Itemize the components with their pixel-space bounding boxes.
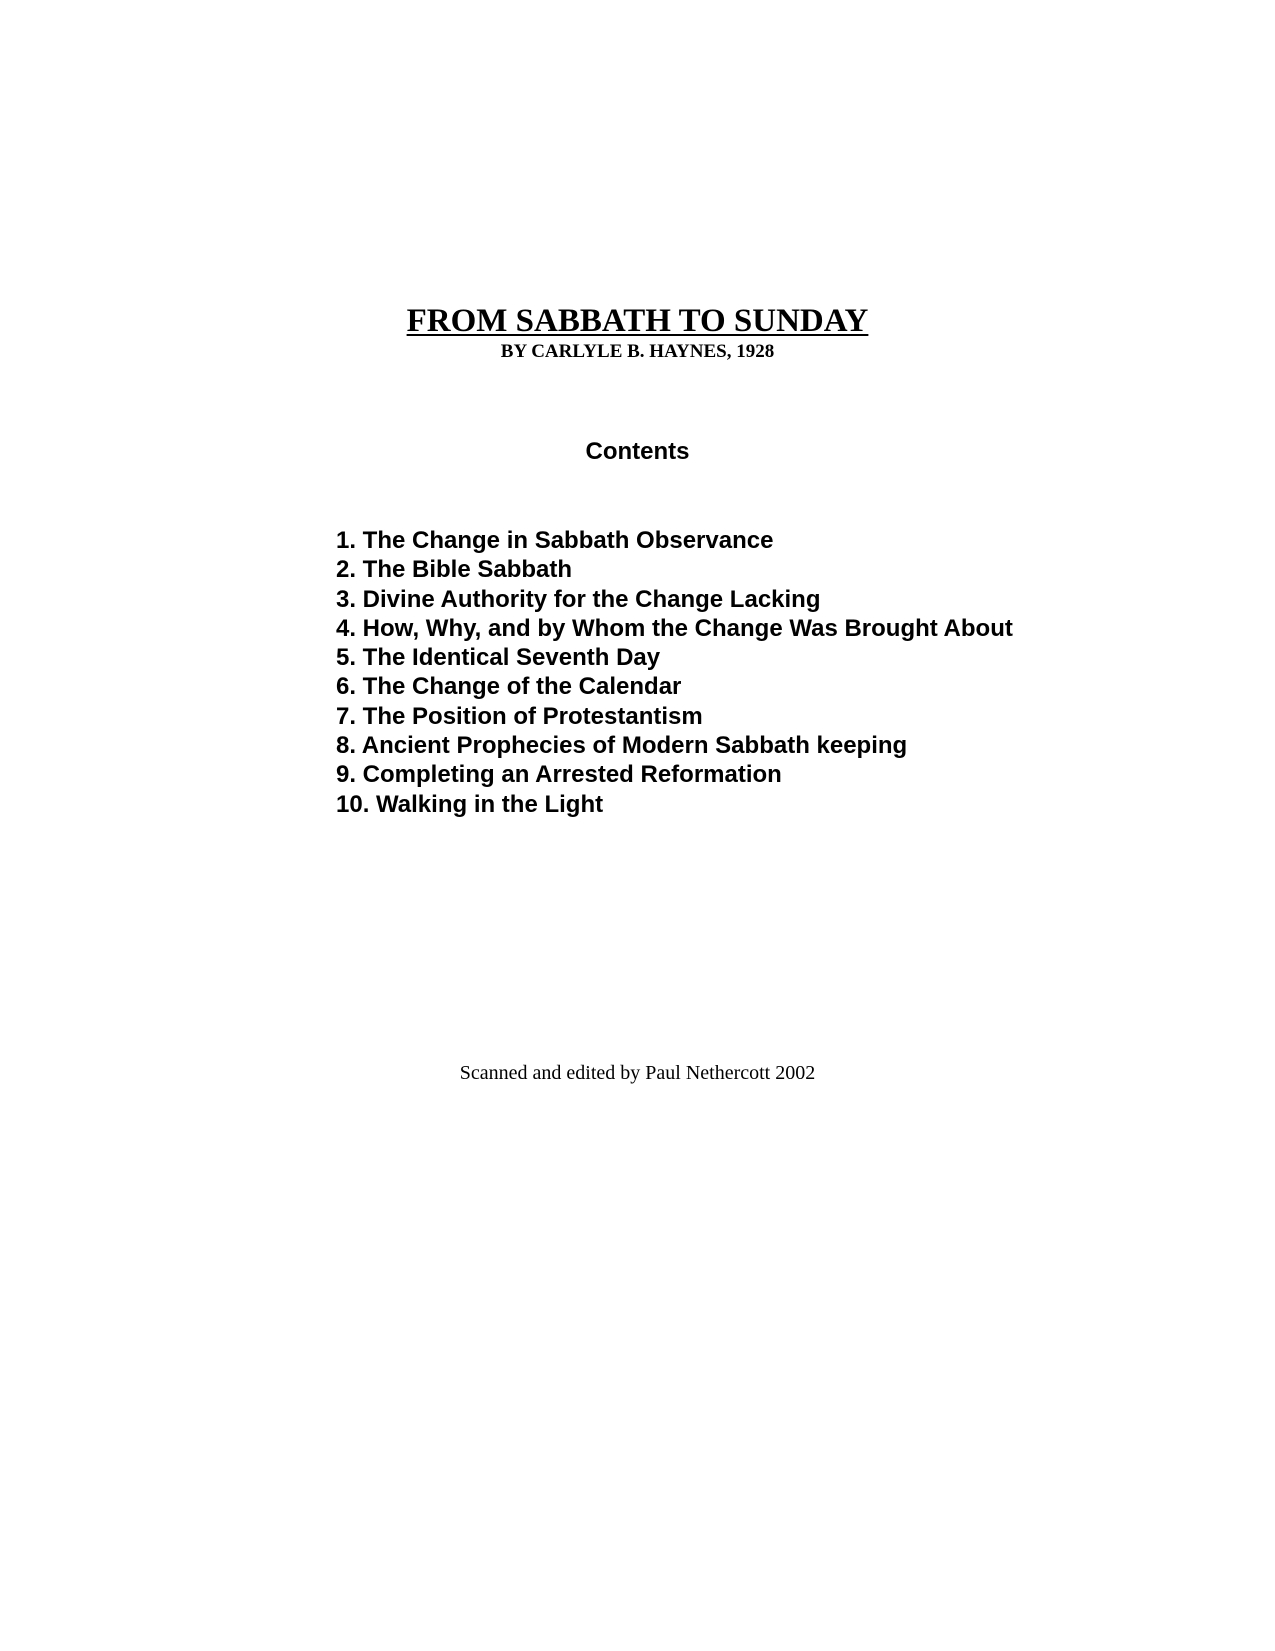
toc-item: 6. The Change of the Calendar bbox=[336, 673, 682, 701]
toc-item: 8. Ancient Prophecies of Modern Sabbath keeping bbox=[336, 732, 908, 760]
toc-item: 4. How, Why, and by Whom the Change Was Brought About bbox=[336, 614, 1013, 642]
toc-item: 5. The Identical Seventh Day bbox=[336, 644, 661, 672]
document-title-text: FROM SABBATH TO SUNDAY bbox=[406, 303, 869, 339]
scan-credit: Scanned and edited by Paul Nethercott 2002 bbox=[459, 1062, 816, 1084]
contents-heading: Contents bbox=[585, 438, 690, 465]
toc-item: 10. Walking in the Light bbox=[336, 790, 604, 818]
toc-item: 2. The Bible Sabbath bbox=[336, 556, 573, 584]
document-byline: BY CARLYLE B. HAYNES, 1928 bbox=[500, 341, 775, 362]
toc-item: 1. The Change in Sabbath Observance bbox=[336, 527, 774, 554]
table-of-contents bbox=[336, 526, 1013, 819]
document-title bbox=[0, 303, 1275, 339]
toc-item: 7. The Position of Protestantism bbox=[336, 702, 703, 730]
toc-item: 9. Completing an Arrested Reformation bbox=[336, 761, 782, 789]
toc-item: 3. Divine Authority for the Change Lacking bbox=[336, 585, 821, 613]
